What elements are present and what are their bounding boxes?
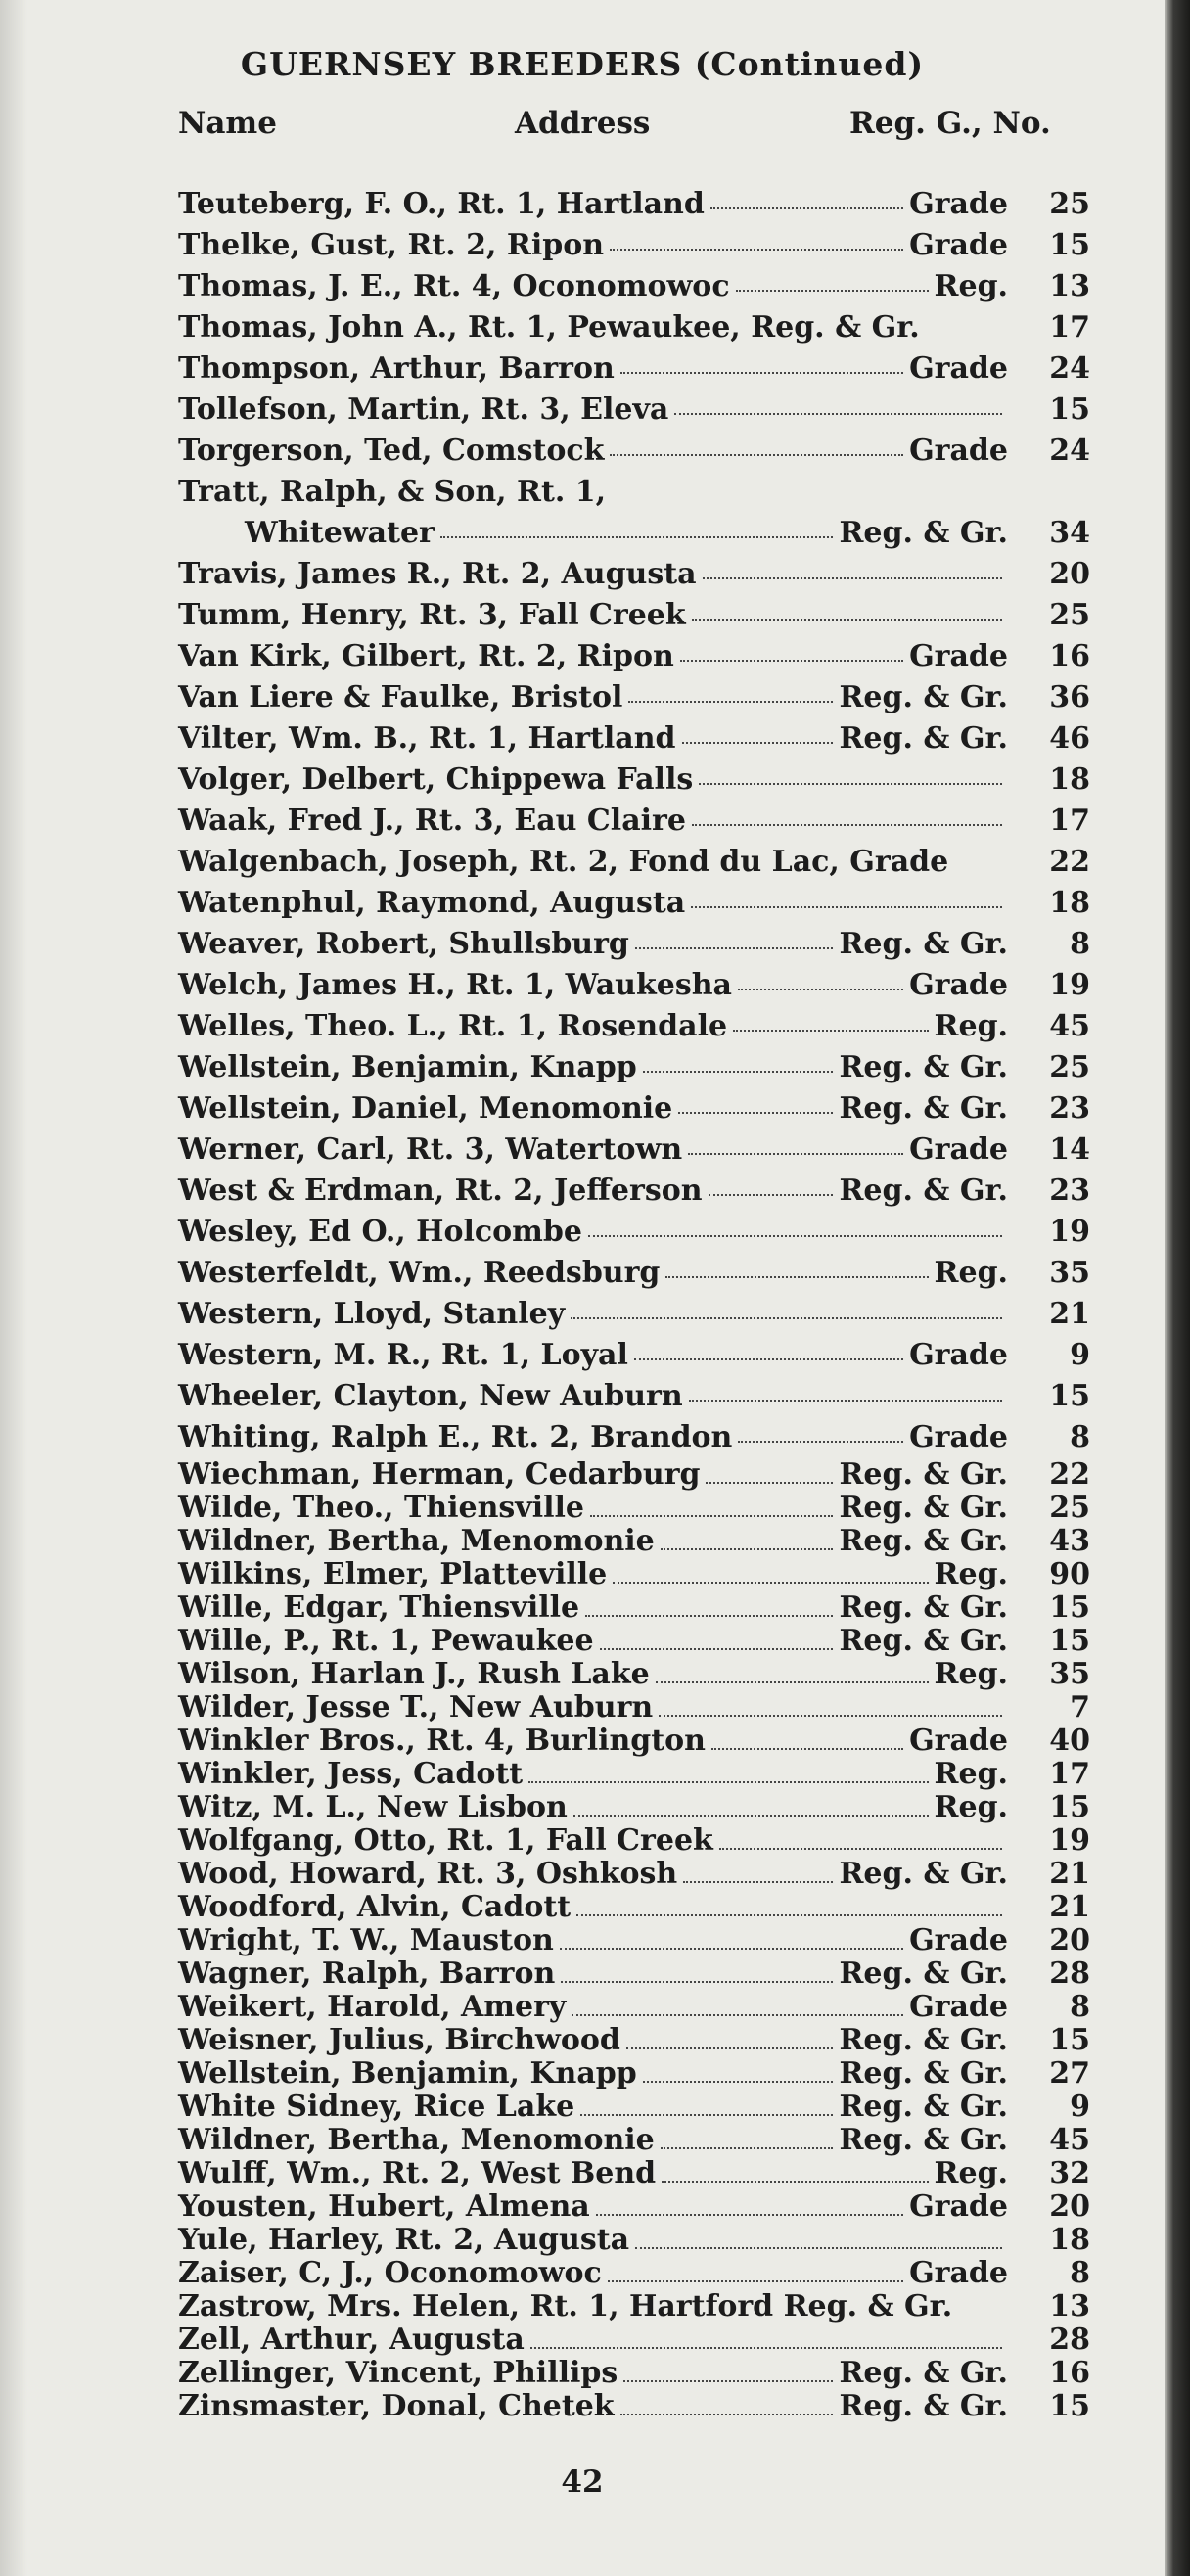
entry-count: 45 — [1049, 1009, 1090, 1043]
entry-registration: Reg. & Gr. — [839, 1956, 1008, 1991]
list-item — [0, 1891, 1165, 1924]
entry-count: 8 — [1070, 927, 1090, 961]
dot-leader — [623, 2357, 833, 2382]
list-item — [0, 266, 1165, 307]
list-item — [0, 1924, 1165, 1957]
entry-registration: Reg. & Gr. — [839, 2090, 1008, 2124]
entry-registration: Reg. & Gr. — [839, 1491, 1008, 1525]
entry-registration: Grade — [909, 1990, 1008, 2024]
dot-leader — [706, 1458, 833, 1484]
entry-count: 46 — [1049, 721, 1090, 756]
list-item — [0, 472, 1165, 554]
entry-count: 18 — [1049, 762, 1090, 797]
list-item — [0, 184, 1165, 225]
entry-registration: Reg. — [934, 2156, 1008, 2190]
list-item — [0, 1957, 1165, 1991]
entry-count: 32 — [1049, 2156, 1090, 2190]
entry-name: Thelke, Gust, Rt. 2, Ripon — [178, 228, 605, 262]
book-spine-shadow — [1165, 0, 1190, 2576]
list-item — [0, 1658, 1165, 1691]
dot-leader — [560, 1924, 903, 1950]
entry-name: Wright, T. W., Mauston — [178, 1923, 554, 1957]
entry-registration: Reg. & Gr. — [839, 1524, 1008, 1558]
entry-name: Watenphul, Raymond, Augusta — [178, 886, 686, 920]
list-item — [0, 801, 1165, 842]
entry-name: Woodford, Alvin, Cadott — [178, 1890, 572, 1924]
entry-count: 8 — [1070, 2256, 1090, 2290]
entry-count: 28 — [1049, 2323, 1090, 2357]
dot-leader — [440, 513, 834, 538]
entry-registration: Grade — [909, 187, 1008, 221]
entry-name: Whiting, Ralph E., Rt. 2, Brandon — [178, 1420, 733, 1454]
entry-registration: Reg. & Gr. — [839, 2389, 1008, 2423]
list-item — [0, 1991, 1165, 2024]
dot-leader — [620, 2390, 834, 2415]
list-item — [0, 348, 1165, 390]
entry-count: 17 — [1049, 310, 1090, 345]
dot-leader — [682, 718, 834, 744]
dot-leader — [665, 1253, 928, 1278]
entry-count: 23 — [1049, 1173, 1090, 1208]
list-item — [0, 842, 1165, 883]
entry-count: 17 — [1049, 804, 1090, 838]
entry-count: 27 — [1049, 2056, 1090, 2091]
list-item — [0, 636, 1165, 677]
entry-count: 7 — [1070, 1690, 1090, 1725]
dot-leader — [620, 348, 903, 374]
column-header-address: Address — [515, 106, 651, 141]
list-item — [0, 2124, 1165, 2157]
dot-leader — [610, 431, 903, 456]
entry-count: 24 — [1049, 351, 1090, 386]
entry-count: 40 — [1049, 1724, 1090, 1758]
entry-name: Weisner, Julius, Birchwood — [178, 2023, 620, 2057]
list-item — [0, 1047, 1165, 1088]
list-item — [0, 1376, 1165, 1417]
list-item — [0, 1858, 1165, 1891]
entry-registration: Grade — [909, 639, 1008, 673]
dot-leader — [661, 2124, 834, 2149]
entry-count: 19 — [1049, 1823, 1090, 1858]
entry-count: 13 — [1049, 2289, 1090, 2323]
entry-name: Zastrow, Mrs. Helen, Rt. 1, Hartford Reg. & Gr. — [178, 2289, 953, 2323]
dot-leader — [662, 2157, 928, 2183]
entry-count: 35 — [1049, 1657, 1090, 1691]
dot-leader — [736, 266, 929, 292]
dot-leader — [626, 2024, 834, 2049]
list-item — [0, 2190, 1165, 2224]
entry-registration: Grade — [909, 2189, 1008, 2224]
entry-name: Western, M. R., Rt. 1, Loyal — [178, 1338, 628, 1372]
dot-leader — [661, 1525, 834, 1550]
dot-leader — [588, 1212, 1002, 1237]
dot-leader — [699, 759, 1002, 785]
dot-leader — [710, 184, 903, 209]
list-item — [0, 2091, 1165, 2124]
entry-name: Winkler Bros., Rt. 4, Burlington — [178, 1724, 706, 1758]
entry-count: 15 — [1049, 228, 1090, 262]
entry-registration: Reg. — [934, 1256, 1008, 1290]
list-item — [0, 225, 1165, 266]
entry-count: 15 — [1049, 2023, 1090, 2057]
entry-count: 8 — [1070, 1420, 1090, 1454]
list-item — [0, 1417, 1165, 1458]
entry-registration: Reg. & Gr. — [839, 1624, 1008, 1658]
entry-name: Wille, Edgar, Thiensville — [178, 1590, 580, 1625]
page-title: GUERNSEY BREEDERS (Continued) — [240, 45, 925, 83]
list-item — [0, 595, 1165, 636]
list-item — [0, 1558, 1165, 1591]
entry-count: 15 — [1049, 1624, 1090, 1658]
entry-name: Zellinger, Vincent, Phillips — [178, 2356, 618, 2390]
list-item — [0, 759, 1165, 801]
dot-leader — [678, 1088, 833, 1114]
entry-count: 15 — [1049, 2389, 1090, 2423]
entry-name: Van Kirk, Gilbert, Rt. 2, Ripon — [178, 639, 674, 673]
dot-leader — [628, 677, 833, 703]
list-item — [0, 2057, 1165, 2091]
entry-name: Yousten, Hubert, Almena — [178, 2189, 590, 2224]
entry-name: Tumm, Henry, Rt. 3, Fall Creek — [178, 598, 686, 632]
entry-registration: Reg. — [934, 269, 1008, 303]
entry-name: Welch, James H., Rt. 1, Waukesha — [178, 968, 732, 1002]
entry-count: 25 — [1049, 598, 1090, 632]
list-item — [0, 924, 1165, 965]
dot-leader — [733, 1006, 928, 1032]
entry-name: Wagner, Ralph, Barron — [178, 1956, 556, 1991]
list-item — [0, 2323, 1165, 2357]
entry-count: 43 — [1049, 1524, 1090, 1558]
list-item — [0, 883, 1165, 924]
breeder-list — [0, 184, 1165, 2423]
entry-count: 45 — [1049, 2123, 1090, 2157]
dot-leader — [528, 1758, 928, 1783]
entry-registration: Grade — [909, 228, 1008, 262]
entry-count: 14 — [1049, 1132, 1090, 1167]
entry-name: Waak, Fred J., Rt. 3, Eau Claire — [178, 804, 686, 838]
dot-leader — [719, 1824, 1002, 1850]
dot-leader — [561, 1957, 833, 1983]
list-item — [0, 1824, 1165, 1858]
dot-leader — [580, 2091, 833, 2116]
entry-name: Thompson, Arthur, Barron — [178, 351, 615, 386]
list-item — [0, 554, 1165, 595]
list-item — [0, 390, 1165, 431]
entry-count: 19 — [1049, 968, 1090, 1002]
entry-count: 21 — [1049, 1297, 1090, 1331]
entry-registration: Reg. & Gr. — [839, 2356, 1008, 2390]
entry-name: Tollefson, Martin, Rt. 3, Eleva — [178, 392, 669, 427]
dot-leader — [572, 1991, 903, 2016]
dot-leader — [738, 965, 903, 990]
list-item — [0, 1458, 1165, 1492]
entry-count: 20 — [1049, 557, 1090, 591]
dot-leader — [634, 1335, 903, 1360]
dot-leader — [530, 2323, 1002, 2349]
entry-name: Thomas, J. E., Rt. 4, Oconomowoc — [178, 269, 730, 303]
entry-name: Wilder, Jesse T., New Auburn — [178, 1690, 654, 1725]
entry-name: Volger, Delbert, Chippewa Falls — [178, 762, 694, 797]
entry-count: 21 — [1049, 1857, 1090, 1891]
dot-leader — [610, 225, 903, 251]
entry-registration: Reg. & Gr. — [839, 2023, 1008, 2057]
list-item — [0, 1492, 1165, 1525]
entry-count: 18 — [1049, 2223, 1090, 2257]
entry-registration: Reg. & Gr. — [839, 1590, 1008, 1625]
list-item — [0, 1129, 1165, 1171]
entry-count: 34 — [1049, 516, 1090, 550]
entry-name: Vilter, Wm. B., Rt. 1, Hartland — [178, 721, 676, 756]
dot-leader — [573, 1791, 929, 1817]
column-header-name: Name — [178, 106, 277, 141]
entry-registration: Reg. & Gr. — [839, 2123, 1008, 2157]
dot-leader — [613, 1558, 928, 1584]
entry-count: 8 — [1070, 1990, 1090, 2024]
entry-name: Van Liere & Faulke, Bristol — [178, 680, 623, 714]
entry-name: Zaiser, C, J., Oconomowoc — [178, 2256, 602, 2290]
entry-count: 21 — [1049, 1890, 1090, 1924]
dot-leader — [674, 390, 1002, 415]
entry-count: 90 — [1049, 1557, 1090, 1591]
entry-count: 13 — [1049, 269, 1090, 303]
entry-name: Wellstein, Benjamin, Knapp — [178, 2056, 637, 2091]
list-item — [0, 965, 1165, 1006]
entry-count: 22 — [1049, 845, 1090, 879]
entry-count: 22 — [1049, 1457, 1090, 1492]
entry-registration: Reg. — [934, 1790, 1008, 1824]
entry-count: 25 — [1049, 1491, 1090, 1525]
entry-name-continuation: Whitewater — [245, 516, 435, 550]
entry-name: Zell, Arthur, Augusta — [178, 2323, 525, 2357]
dot-leader — [659, 1691, 1002, 1717]
entry-name: Wulff, Wm., Rt. 2, West Bend — [178, 2156, 657, 2190]
entry-name: Weaver, Robert, Shullsburg — [178, 927, 629, 961]
entry-registration: Reg. & Gr. — [839, 1173, 1008, 1208]
entry-count: 28 — [1049, 1956, 1090, 1991]
entry-name: Western, Lloyd, Stanley — [178, 1297, 566, 1331]
entry-name: Wesley, Ed O., Holcombe — [178, 1215, 582, 1249]
dot-leader — [738, 1417, 903, 1443]
entry-registration: Reg. — [934, 1557, 1008, 1591]
dot-leader — [683, 1858, 833, 1883]
dot-leader — [600, 1625, 834, 1650]
entry-registration: Grade — [909, 1338, 1008, 1372]
dot-leader — [608, 2257, 903, 2282]
list-item — [0, 1625, 1165, 1658]
entry-name: Teuteberg, F. O., Rt. 1, Hartland — [178, 187, 705, 221]
list-item — [0, 1171, 1165, 1212]
entry-name: Wiechman, Herman, Cedarburg — [178, 1457, 701, 1492]
dot-leader — [688, 1129, 903, 1155]
dot-leader — [635, 924, 834, 949]
entry-count: 16 — [1049, 639, 1090, 673]
entry-count: 23 — [1049, 1091, 1090, 1126]
entry-registration: Grade — [909, 968, 1008, 1002]
entry-count: 36 — [1049, 680, 1090, 714]
column-header-reg-no: Reg. G., No. — [849, 106, 1051, 141]
entry-name: Yule, Harley, Rt. 2, Augusta — [178, 2223, 630, 2257]
list-item — [0, 677, 1165, 718]
list-item — [0, 1691, 1165, 1725]
entry-registration: Reg. & Gr. — [839, 1457, 1008, 1492]
list-item — [0, 1335, 1165, 1376]
entry-name: Wilson, Harlan J., Rush Lake — [178, 1657, 650, 1691]
entry-registration: Grade — [909, 1724, 1008, 1758]
list-item — [0, 2290, 1165, 2323]
list-item — [0, 1525, 1165, 1558]
entry-count: 9 — [1070, 1338, 1090, 1372]
list-item — [0, 1253, 1165, 1294]
list-item — [0, 1006, 1165, 1047]
entry-registration: Reg. & Gr. — [839, 516, 1008, 550]
entry-registration: Grade — [909, 1132, 1008, 1167]
entry-name: Wilde, Theo., Thiensville — [178, 1491, 584, 1525]
entry-name: Wellstein, Daniel, Menomonie — [178, 1091, 673, 1126]
entry-registration: Grade — [909, 434, 1008, 468]
entry-registration: Reg. & Gr. — [839, 721, 1008, 756]
entry-name: Weikert, Harold, Amery — [178, 1990, 567, 2024]
list-item — [0, 1088, 1165, 1129]
list-item — [0, 1791, 1165, 1824]
dot-leader — [596, 2190, 903, 2216]
entry-name: Torgerson, Ted, Comstock — [178, 434, 605, 468]
list-item — [0, 2390, 1165, 2423]
entry-count: 25 — [1049, 187, 1090, 221]
dot-leader — [635, 2224, 1002, 2249]
list-item — [0, 1591, 1165, 1625]
list-item — [0, 2024, 1165, 2057]
dot-leader — [585, 1591, 833, 1617]
entry-name: Wildner, Bertha, Menomonie — [178, 1524, 655, 1558]
entry-name: Westerfeldt, Wm., Reedsburg — [178, 1256, 661, 1290]
entry-count: 25 — [1049, 1050, 1090, 1084]
entry-registration: Reg. — [934, 1009, 1008, 1043]
entry-count: 20 — [1049, 2189, 1090, 2224]
dot-leader — [680, 636, 903, 662]
entry-name: Wolfgang, Otto, Rt. 1, Fall Creek — [178, 1823, 713, 1858]
entry-name: Wilkins, Elmer, Platteville — [178, 1557, 608, 1591]
entry-count: 19 — [1049, 1215, 1090, 1249]
dot-leader — [703, 554, 1002, 579]
dot-leader — [689, 1376, 1002, 1402]
entry-registration: Reg. & Gr. — [839, 1050, 1008, 1084]
entry-registration: Reg. & Gr. — [839, 1857, 1008, 1891]
dot-leader — [576, 1891, 1002, 1916]
entry-registration: Reg. & Gr. — [839, 2056, 1008, 2091]
dot-leader — [571, 1294, 1002, 1319]
entry-registration: Grade — [909, 1420, 1008, 1454]
entry-name: Travis, James R., Rt. 2, Augusta — [178, 557, 697, 591]
entry-name: Tratt, Ralph, & Son, Rt. 1, — [178, 475, 607, 509]
entry-count: 20 — [1049, 1923, 1090, 1957]
list-item — [0, 2224, 1165, 2257]
entry-count: 16 — [1049, 2356, 1090, 2390]
entry-count: 15 — [1049, 1590, 1090, 1625]
list-item — [0, 307, 1165, 348]
entry-count: 15 — [1049, 392, 1090, 427]
entry-count: 35 — [1049, 1256, 1090, 1290]
page-number: 42 — [561, 2464, 604, 2500]
list-item — [0, 431, 1165, 472]
entry-name: Welles, Theo. L., Rt. 1, Rosendale — [178, 1009, 728, 1043]
entry-name: Witz, M. L., New Lisbon — [178, 1790, 568, 1824]
dot-leader — [692, 595, 1002, 621]
entry-name: Zinsmaster, Donal, Chetek — [178, 2389, 615, 2423]
entry-registration: Reg. & Gr. — [839, 680, 1008, 714]
entry-count: 18 — [1049, 886, 1090, 920]
entry-registration: Grade — [909, 2256, 1008, 2290]
entry-registration: Reg. & Gr. — [839, 927, 1008, 961]
entry-count: 15 — [1049, 1379, 1090, 1413]
entry-count: 9 — [1070, 2090, 1090, 2124]
list-item — [0, 718, 1165, 759]
entry-name: Wheeler, Clayton, New Auburn — [178, 1379, 683, 1413]
dot-leader — [709, 1171, 834, 1196]
list-item — [0, 2157, 1165, 2190]
list-item — [0, 1212, 1165, 1253]
entry-name: Wildner, Bertha, Menomonie — [178, 2123, 655, 2157]
entry-name: Wellstein, Benjamin, Knapp — [178, 1050, 637, 1084]
dot-leader — [691, 883, 1002, 908]
entry-registration: Grade — [909, 351, 1008, 386]
list-item — [0, 2257, 1165, 2290]
list-item — [0, 1294, 1165, 1335]
dot-leader — [643, 1047, 834, 1073]
dot-leader — [643, 2057, 834, 2083]
entry-registration: Reg. & Gr. — [839, 1091, 1008, 1126]
dot-leader — [590, 1492, 833, 1517]
dot-leader — [656, 1658, 929, 1683]
list-item — [0, 2357, 1165, 2390]
entry-registration: Reg. — [934, 1657, 1008, 1691]
entry-name: Walgenbach, Joseph, Rt. 2, Fond du Lac, Grade — [178, 845, 949, 879]
entry-name: Wille, P., Rt. 1, Pewaukee — [178, 1624, 594, 1658]
entry-name: White Sidney, Rice Lake — [178, 2090, 575, 2124]
entry-count: 15 — [1049, 1790, 1090, 1824]
entry-count: 24 — [1049, 434, 1090, 468]
dot-leader — [692, 801, 1002, 826]
entry-name: Werner, Carl, Rt. 3, Watertown — [178, 1132, 683, 1167]
list-item — [0, 1758, 1165, 1791]
entry-registration: Grade — [909, 1923, 1008, 1957]
entry-registration: Reg. — [934, 1757, 1008, 1791]
entry-name: West & Erdman, Rt. 2, Jefferson — [178, 1173, 703, 1208]
entry-name: Thomas, John A., Rt. 1, Pewaukee, Reg. & Gr. — [178, 310, 920, 345]
list-item — [0, 1725, 1165, 1758]
dot-leader — [711, 1725, 903, 1750]
entry-name: Winkler, Jess, Cadott — [178, 1757, 524, 1791]
entry-name: Wood, Howard, Rt. 3, Oshkosh — [178, 1857, 678, 1891]
entry-count: 17 — [1049, 1757, 1090, 1791]
